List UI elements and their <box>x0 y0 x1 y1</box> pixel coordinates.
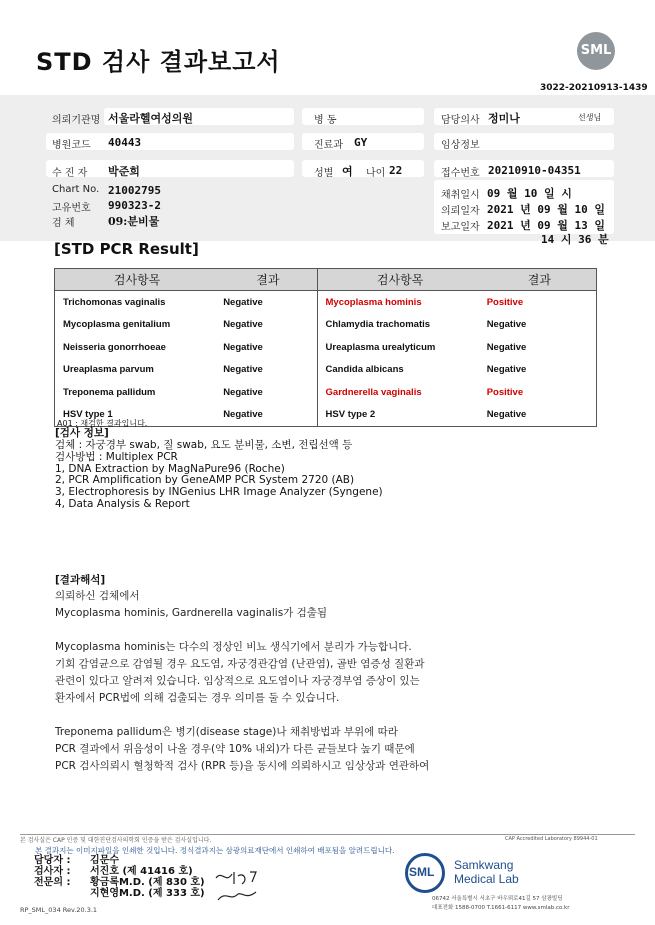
age-label: 나이 <box>366 168 386 179</box>
doctor-suffix: 선생님 <box>578 113 602 122</box>
interpretation-line <box>55 622 429 639</box>
interpretation-line: Mycoplasma hominis는 다수의 정상인 비뇨 생식기에서 분리가 가능합니다. <box>55 641 412 653</box>
lab-logo-icon: SML <box>409 865 435 879</box>
test-result: Negative <box>219 314 317 337</box>
hospital-code-label: 병원코드 <box>52 140 91 151</box>
test-item: Gardnerella vaginalis <box>325 386 422 398</box>
test-result: Positive <box>486 386 524 398</box>
receipt-label: 접수번호 <box>441 168 480 179</box>
specimen-label: 검 체 <box>52 218 75 229</box>
col-header-item1: 검사항목 <box>55 269 220 291</box>
test-item: Ureaplasma urealyticum <box>325 341 436 353</box>
name-label: 수 진 자 <box>52 168 88 179</box>
dept-value: GY <box>354 136 368 149</box>
specimen-value: 09:분비물 <box>108 215 160 228</box>
test-item: Mycoplasma genitalium <box>63 319 171 331</box>
report-value: 2021 년 09 월 13 일 <box>487 219 605 232</box>
dept-label: 진료과 <box>314 140 343 151</box>
age-value: 22 <box>389 164 403 177</box>
sml-logo: SML <box>577 32 615 70</box>
report-title: STD 검사 결과보고서 <box>36 48 281 76</box>
test-item: Candida albicans <box>325 364 404 376</box>
interpretation-line: PCR 검사의뢰시 혈청학적 검사 (RPR 등)을 동시에 의뢰하시고 임상상과 연관하여 <box>55 760 430 772</box>
test-item: Trichomonas vaginalis <box>63 296 166 308</box>
table-row <box>55 359 597 382</box>
staff-name: 김문수 <box>90 855 119 866</box>
institution-label: 의뢰기관명 <box>52 115 101 126</box>
staff-list <box>34 855 205 899</box>
collect-value: 09 월 10 일 시 <box>487 187 572 200</box>
staff-name: 황금록M.D. (제 830 호) <box>90 877 205 888</box>
test-info-line: 1, DNA Extraction by MagNaPure96 (Roche) <box>55 462 285 475</box>
test-result: Negative <box>219 404 317 427</box>
fine-print: 본 검사실은 CAP 인증 및 대한진단검사의학회 인증을 받은 검사실입니다. <box>20 837 212 844</box>
collect-label: 채취일시 <box>441 190 480 201</box>
sex-value: 여 <box>342 165 353 178</box>
test-result: Negative <box>486 341 527 353</box>
test-result: Negative <box>486 364 527 376</box>
test-item: Mycoplasma hominis <box>325 296 422 308</box>
test-info-line: 2, PCR Amplification by GeneAMP PCR System 2720 (AB) <box>55 474 355 487</box>
interpretation-title: [결과해석] <box>55 574 106 586</box>
test-result: Negative <box>486 409 527 421</box>
staff-name: 서진호 (제 41416 호) <box>90 866 193 877</box>
report-label: 보고일자 <box>441 222 480 233</box>
result-table-header <box>55 269 597 291</box>
test-info-line: 3, Electrophoresis by INGenius LHR Image Analyzer (Syngene) <box>55 486 383 499</box>
interpretation-line: 기회 감염균으로 감염될 경우 요도염, 자궁경관감염 (난관염), 골반 염증성 질환과 <box>55 658 425 670</box>
barcode-id: 3022-20210913-1439 <box>540 83 648 93</box>
retest-note: A01 : 재검한 결과입니다. <box>57 419 148 428</box>
result-section-title: [STD PCR Result] <box>54 240 199 258</box>
test-result: Negative <box>219 359 317 382</box>
table-row <box>55 314 597 337</box>
staff-role: 담당자 : <box>34 855 71 866</box>
clinical-label: 임상정보 <box>441 140 480 151</box>
test-info-line: 검체 : 자궁경부 swab, 질 swab, 요도 분비물, 소변, 전립선액 등 <box>55 439 353 451</box>
col-header-result1: 결과 <box>219 269 317 291</box>
ward-label: 병 동 <box>314 115 337 126</box>
interpretation-line <box>55 707 429 724</box>
test-result: Negative <box>486 319 527 331</box>
interpretation-lines <box>55 588 429 775</box>
staff-name: 지현영M.D. (제 333 호) <box>90 888 205 899</box>
interpretation-line: Treponema pallidum은 병기(disease stage)나 채취방법과 부위에 따라 <box>55 726 398 738</box>
table-row <box>55 291 597 314</box>
test-item: Neisseria gonorrhoeae <box>63 341 166 353</box>
test-item: HSV type 2 <box>325 409 376 421</box>
sex-label: 성별 <box>314 168 334 179</box>
receipt-value: 20210910-04351 <box>488 164 581 177</box>
test-info-line: 4, Data Analysis & Report <box>55 497 190 510</box>
request-value: 2021 년 09 월 10 일 <box>487 203 605 216</box>
lab-address: 06742 서울특별시 서초구 바우뫼로41길 57 삼광빌딩 <box>432 896 563 902</box>
test-item: HSV type 1 <box>63 409 113 421</box>
test-info-line: 검사방법 : Multiplex PCR <box>55 450 178 463</box>
test-item: Ureaplasma parvum <box>63 364 154 376</box>
col-header-result2: 결과 <box>483 269 597 291</box>
cap-note: CAP Accredited Laboratory 89944-01 <box>505 836 598 842</box>
test-item: Chlamydia trachomatis <box>325 319 431 331</box>
interpretation-line: 관련이 있다고 알려져 있습니다. 임상적으로 요도염이나 자궁경부염 증상이 있는 <box>55 675 420 687</box>
request-label: 의뢰일자 <box>441 206 480 217</box>
test-result: Negative <box>219 381 317 404</box>
staff-role: 전문의 : <box>34 877 71 888</box>
test-info-title: [검사 정보] <box>55 427 109 439</box>
table-row <box>55 336 597 359</box>
test-result: Negative <box>219 291 317 314</box>
result-table <box>54 268 597 427</box>
report-time: 14 시 36 분 <box>541 233 609 246</box>
table-row <box>55 381 597 404</box>
test-info-lines <box>55 440 383 511</box>
test-item: Treponema pallidum <box>63 386 156 398</box>
unique-value: 990323-2 <box>108 199 161 212</box>
institution-value: 서울라헬여성의원 <box>108 112 194 125</box>
lab-name: Samkwang Medical Lab <box>454 858 519 886</box>
form-code: RP_SML_034 Rev.20.3.1 <box>20 906 98 914</box>
interpretation-line: 환자에서 PCR법에 의해 검출되는 경우 의미를 둘 수 있습니다. <box>55 692 340 704</box>
test-result: Negative <box>219 336 317 359</box>
test-result: Positive <box>486 296 524 308</box>
chart-value: 21002795 <box>108 184 161 197</box>
doctor-value: 정미나 <box>488 112 520 125</box>
print-notice: 본 결과지는 이미지파일을 인쇄한 것입니다. 정식결과지는 삼광의료재단에서 인쇄하여 배포됨을 알려드립니다. <box>35 846 395 855</box>
interpretation-line: PCR 결과에서 위음성이 나올 경우(약 10% 내외)가 다른 균들보다 높기 때문에 <box>55 743 415 755</box>
unique-label: 고유번호 <box>52 203 91 214</box>
doctor-label: 담당의사 <box>441 115 480 126</box>
interpretation-line: 의뢰하신 검체에서 <box>55 590 140 602</box>
chart-label: Chart No. <box>52 184 100 195</box>
hospital-code-value: 40443 <box>108 136 142 149</box>
staff-role: 검사자 : <box>34 866 71 877</box>
interpretation-line: Mycoplasma hominis, Gardnerella vaginalis가 검출됨 <box>55 607 328 619</box>
col-header-item2: 검사항목 <box>317 269 483 291</box>
lab-contact: 대표전화 1588-0700 T.1661-6117 www.smlab.co.kr <box>432 905 570 911</box>
name-value: 박준희 <box>108 165 140 178</box>
signature-image <box>212 866 264 906</box>
